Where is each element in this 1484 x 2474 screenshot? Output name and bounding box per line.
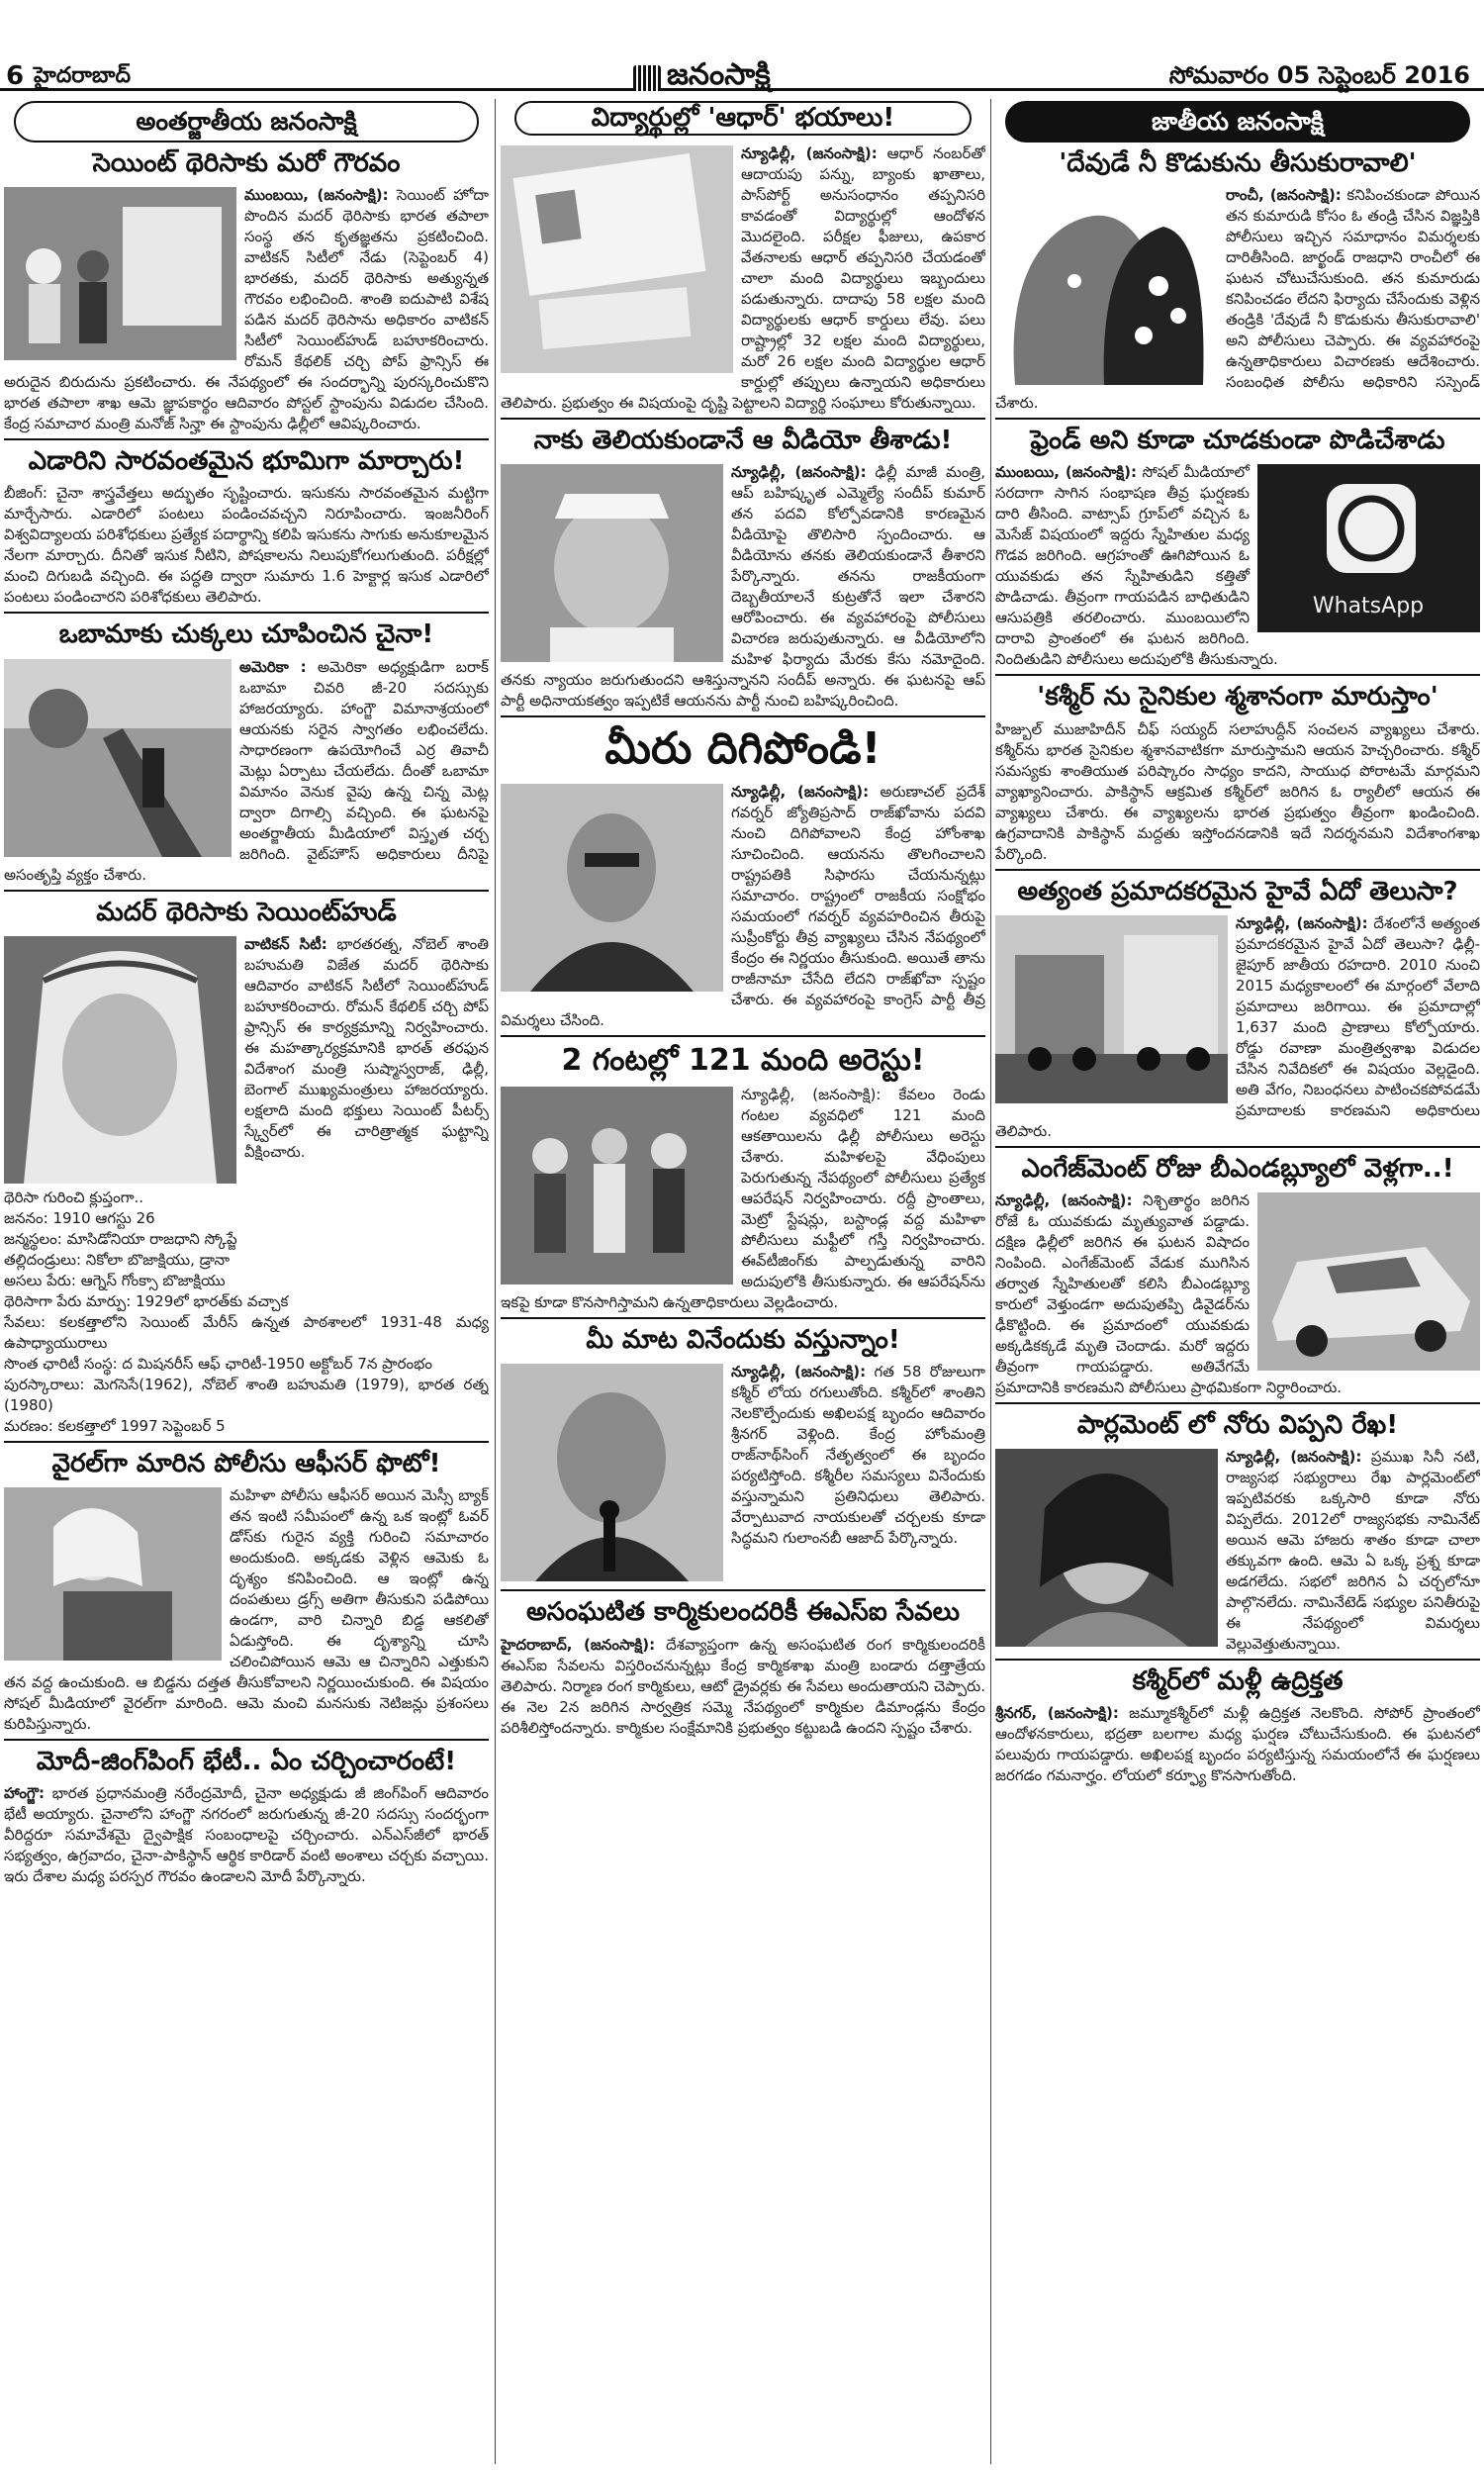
article-photo [4, 187, 236, 360]
dateline: అమెరికా : [239, 657, 307, 676]
dateline: వాటికన్ సిటీ: [244, 934, 327, 953]
divider [995, 869, 1480, 871]
headline: కశ్మీర్‌లో మళ్లీ ఉద్రిక్తత [1132, 1666, 1344, 1697]
dateline: న్యూఢిల్లీ, (జనంసాక్షి): [731, 463, 867, 482]
headline: విద్యార్థుల్లో 'ఆధార్' భయాలు! [514, 101, 972, 136]
dateline: న్యూఢిల్లీ, (జనంసాక్షి): [995, 1190, 1133, 1209]
article-whatsapp-stab [995, 426, 1480, 670]
aadhaar-card-icon [501, 145, 733, 373]
headline: అసంఘటిత కార్మికులందరికీ ఈఎస్‌ఐ సేవలు [525, 1597, 961, 1628]
divider [4, 1441, 489, 1443]
article-body: సోషల్ మీడియాలో సరదాగా సాగిన సంభాషణ తీవ్ర ఘర్షణకు దారి తీసింది. వాట్సాప్ గ్రూప్‌లో వచ్చిన ఓ మెసేజ్ విషయంలో ఇద్దరు స్నేహితుల మధ్య గొడవ జరిగింది. ఆగ్రహంతో ఊగిపోయిన ఓ యువకుడు తన స్నేహితుడిని కత్తితో పొడిచాడు. తీవ్రంగా గాయపడిన బాధితుడిని ఆసుపత్రికి తరలించారు. ముంబయిలోని దారావి ప్రాంతంలో ఈ ఘటన జరిగింది. నిందితుడిని పోలీసులు అదుపులోకి తీసుకున్నారు. [995, 463, 1278, 669]
dateline: న్యూఢిల్లీ, (జనంసాక్షి): [1226, 1448, 1362, 1467]
divider [501, 1035, 985, 1037]
headline: ఫ్రెండ్ అని కూడా చూడకుండా పొడిచేశాడు [1030, 426, 1445, 456]
fact-line: మరణం: కలకత్తాలో 1997 సెప్టెంబర్ 5 [4, 1416, 226, 1435]
svg-text:WhatsApp: WhatsApp [1312, 594, 1425, 619]
dateline: రాంచీ, (జనంసాక్షి): [1226, 186, 1342, 205]
article-body: ఆధార్ నంబర్‌తో ఆదాయపు పన్ను, బ్యాంకు ఖాతాలు, పాస్‌పోర్ట్ అనుసంధానం తప్పనిసరి కావడంతో విద్యార్థుల్లో ఆందోళన మొదలైంది. పరీక్షల ఫీజులు, ఉపకార వేతనాలకు ఆధార్ తప్పనిసరి చేయడంతో చాలా మంది విద్యార్థులు ఇబ్బందులు పడుతున్నారు. దాదాపు 58 లక్షల మంది విద్యార్థులకు ఆధార్ కార్డులు లేవు. పలు రాష్ట్రాల్లో 32 లక్షల మంది విద్యార్థులు, మరో 26 లక్షల మంది విద్యార్థుల ఆధార్ కార్డుల్లో తప్పులు ఉన్నాయని అధికారులు తెలిపారు. ప్రభుత్వం ఈ విషయంపై దృష్టి పెట్టాలని విద్యార్థి సంఘాలు కోరుతున్నాయి. [501, 144, 985, 413]
column-national [995, 99, 1480, 2464]
article-body: నిశ్చితార్థం జరిగిన రోజే ఓ యువకుడు మృత్యువాత పడ్డాడు. దక్షిణ ఢిల్లీలో జరిగిన ఈ ఘటన విషాదం నింపింది. ఎంగేజ్‌మెంట్ వేడుక ముగిసిన తర్వాత స్నేహితులతో కలిసి బీఎండబ్ల్యూ కారులో వెళ్తుండగా అదుపుతప్పి డివైడర్‌ను ఢీకొట్టింది. ఈ ప్రమాదంలో యువకుడు అక్కడికక్కడే మృతి చెందాడు. మరో ఇద్దరు తీవ్రంగా గాయపడ్డారు. అతివేగమే ప్రమాదానికి కారణమని పోలీసులు ప్రాథమికంగా నిర్ధారించారు. [995, 1190, 1343, 1396]
divider [995, 674, 1480, 676]
logo-icon [633, 65, 661, 91]
article-body: భారత ప్రధానమంత్రి నరేంద్రమోదీ, చైనా అధ్యక్షుడు జీ జింగ్‌పింగ్ ఆదివారం భేటీ అయ్యారు. చైనాలోని హాంగ్జౌ నగరంలో జరుగుతున్న జీ-20 సదస్సు సందర్భంగా వీరిద్దరూ సమావేశమై ద్వైపాక్షిక సంబంధాలపై చర్చించారు. ఎన్‌ఎస్‌జీలో భారత్ సభ్యత్వం, ఉగ్రవాదం, చైనా-పాకిస్థాన్ ఆర్థిక కారిడార్ వంటి అంశాలు చర్చకు వచ్చాయి. ఇరు దేశాల మధ్య పరస్పర గౌరవం ఉండాలని మోదీ పేర్కొన్నారు. [4, 1784, 489, 1886]
article-body: జమ్మూకశ్మీర్‌లో మళ్లీ ఉద్రిక్తత నెలకొంది. సోపోర్ ప్రాంతంలో ఆందోళనకారులు, భద్రతా బలగాల మధ్య ఘర్షణ చోటుచేసుకుంది. ఈ ఘటనలో పలువురు గాయపడ్డారు. అఖిలపక్ష బృందం పర్యటిస్తున్న సమయంలోనే ఈ ఘర్షణలు జరగడం గమనార్హం. లోయలో కర్ఫ్యూ కొనసాగుతోంది. [995, 1704, 1480, 1785]
crash-photo [1257, 1192, 1480, 1371]
governor-photo [501, 784, 723, 992]
dateline: ముంబయి, (జనంసాక్షి): [995, 463, 1137, 482]
fact-line: థెరిసా గురించి క్లుప్తంగా.. [4, 1188, 144, 1206]
section-banner-international: అంతర్జాతీయ జనంసాక్షి [14, 101, 479, 143]
article-obama-china [4, 619, 489, 885]
fact-line: సేవలు: కలకత్తాలోని సెయింట్ మేరీస్ ఉన్నత పాఠశాలలో 1931-48 మధ్య ఉపాధ్యాయురాలు [4, 1312, 489, 1352]
dateline: ముంబయి, (జనంసాక్షి): [244, 186, 389, 205]
teresa-facts-box [4, 1188, 489, 1437]
masthead [0, 0, 1484, 91]
actress-portrait-icon [995, 1449, 1218, 1647]
actress-photo [995, 1449, 1218, 1647]
masked-face-illustration-icon [995, 187, 1218, 385]
divider [4, 612, 489, 614]
fact-line: సొంత ఛారిటీ సంస్థ: ద మిషనరీస్ ఆఫ్ ఛారిటీ-1950 అక్టోబర్ 7న ప్రారంభం [4, 1354, 433, 1373]
column-international [4, 99, 489, 2464]
arrest-scene-photo [501, 1087, 733, 1285]
article-kashmir-tension [995, 1666, 1480, 1786]
headline: అత్యంత ప్రమాదకరమైన హైవే ఏదో తెలుసా? [1017, 876, 1458, 906]
dateline: న్యూఢిల్లీ, (జనంసాక్షి): [731, 1363, 867, 1381]
article-dangerous-highway [995, 877, 1480, 1142]
portrait-photo-icon [4, 936, 236, 1184]
section-banner-national: జాతీయ జనంసాక్షి [1005, 101, 1470, 143]
headline: ఎడారిని సారవంతమైన భూమిగా మార్చారు! [28, 446, 465, 477]
article-body: గత 58 రోజులుగా కశ్మీర్ లోయ రగులుతోంది. కశ్మీర్‌లో శాంతిని నెలకొల్పేందుకు అఖిలపక్ష బృందం ఆదివారం శ్రీనగర్ వెళ్లింది. కేంద్ర హోంమంత్రి రాజ్‌నాథ్‌సింగ్ నేతృత్వంలో ఈ బృందం పర్యటిస్తోంది. కశ్మీరీల సమస్యలు వినేందుకు వస్తున్నామని ప్రతినిధులు తెలిపారు. వేర్పాటువాద నాయకులతో చర్చలకు కూడా సిద్ధమని గులాంనబీ ఆజాద్ పేర్కొన్నారు. [731, 1363, 985, 1548]
newspaper-logo [633, 57, 771, 99]
article-desert-soil [4, 446, 489, 608]
governor-portrait-icon [501, 784, 723, 992]
dateline: హైదరాబాద్, (జనంసాక్షి): [501, 1635, 656, 1654]
dateline: హాంగ్జౌ: [4, 1784, 46, 1803]
headline: మీరు దిగిపోండి! [604, 723, 881, 775]
page-number: 6 [6, 61, 25, 91]
article-teresa-sainthood [4, 898, 489, 1437]
fact-line: పురస్కారాలు: మెగసెసే(1962), నోబెల్ శాంతి బహుమతి (1979), భారత రత్న (1980) [4, 1375, 489, 1414]
article-governor-resign [501, 723, 985, 1031]
divider [4, 438, 489, 440]
headline: వైరల్‌గా మారిన పోలీసు ఆఫీసర్ ఫొటో! [51, 1448, 441, 1478]
article-body: మహిళా పోలీసు ఆఫీసర్ అయిన మెస్సీ బ్యాక్ తన ఇంటి సమీపంలో ఉన్న ఒక ఇంట్లో ఓవర్ డోస్‌కు గురైన వ్యక్తి గురించి సమాచారం అందుకుంది. అక్కడకు వెళ్లిన ఆమెకు ఓ దృశ్యం కనిపించింది. ఆ ఇంట్లో ఉన్న దంపతులు డ్రగ్స్ అతిగా తీసుకుని పడిపోయి ఉండగా, వారి చిన్నారి బిడ్డ ఆకలితో ఏడుస్తోంది. ఈ దృశ్యాన్ని చూసి చలించిపోయిన ఆమె ఆ చిన్నారిని ఎత్తుకుని తన వద్ద ఉంచుకుంది. ఆ బిడ్డను దత్తత తీసుకోవాలని నిర్ణయించుకుంది. ఈ విషయం సోషల్ మీడియాలో వైరల్‌గా మారింది. ఆమె మంచి మనసుకు నెటిజన్లు ప్రశంసలు కురిపిస్తున్నారు. [4, 1485, 489, 1733]
officer-baby-photo-icon [4, 1487, 222, 1661]
article-body: ఢిల్లీ మాజీ మంత్రి, ఆప్ బహిష్కృత ఎమ్మెల్యే సందీప్ కుమార్ తన పదవి కోల్పోవడానికి కారణమైన వీడియోపై తొలిసారి స్పందించారు. ఆ వీడియోను తనకు తెలియకుండానే తీశారని పేర్కొన్నారు. తనను రాజకీయంగా దెబ్బతీయాలనే కుట్రతోనే ఇలా చేశారని ఆరోపించారు. ఈ వ్యవహారంపై పోలీసులు విచారణ జరుపుతున్నారు. ఆ వీడియోలోని మహిళ ఫిర్యాదు మేరకు కేసు నమోదైంది. తనకు న్యాయం జరుగుతుందని ఆశిస్తున్నానని సందీప్ అన్నారు. ఈ ఘటనపై ఆప్ పార్టీ అధినాయకత్వం ఇప్పటికే ఆయనను పార్టీ నుంచి బహిష్కరించింది. [501, 463, 985, 711]
article-body: అరుణాచల్ ప్రదేశ్ గవర్నర్ జ్యోతిప్రసాద్ రాజ్‌ఖోవాను పదవి నుంచి దిగిపోవాలని కేంద్ర హోంశాఖ సూచించింది. ఆయనను తొలగించాలని రాష్ట్రపతికి సిఫారసు చేయనున్నట్లు సమాచారం. రాష్ట్రంలో రాజకీయ సంక్షోభం సమయంలో గవర్నర్ వ్యవహరించిన తీరుపై సుప్రీంకోర్టు తీవ్ర వ్యాఖ్యలు చేసిన నేపథ్యంలో కేంద్రం ఈ నిర్ణయం తీసుకుంది. అయితే తాను రాజీనామా చేసేది లేదని రాజ్‌ఖోవా స్పష్టం చేశారు. ఈ వ్యవహారంపై కాంగ్రెస్ పార్టీ తీవ్ర విమర్శలు చేసింది. [501, 783, 985, 1030]
fact-line: జన్మస్థలం: మాసిడోనియా రాజధాని స్కోప్జే [4, 1229, 237, 1248]
leader-photo [501, 1364, 723, 1581]
article-body: ప్రముఖ సినీ నటి, రాజ్యసభ సభ్యురాలు రేఖ పార్లమెంట్‌లో ఇప్పటివరకు ఒక్కసారి కూడా నోరు విప్పలేదు. 2012లో రాజ్యసభకు నామినేట్ అయిన ఆమె హాజరు శాతం కూడా చాలా తక్కువగా ఉంది. ఆమె ఏ ఒక్క ప్రశ్న కూడా అడగలేదు. సభలో జరిగిన ఏ చర్చలోనూ పాల్గొనలేదు. నామినేటెడ్ సభ్యుల పనితీరుపై ఈ నేపథ్యంలో విమర్శలు వెల్లువెత్తుతున్నాయి. [1226, 1448, 1480, 1654]
politician-photo [501, 464, 723, 662]
logo-text: జనంసాక్షి [667, 57, 771, 92]
illustration [995, 187, 1218, 385]
divider [501, 715, 985, 717]
article-body: సెయింట్ హోదా పొందిన మదర్ థెరిసాకు భారత తపాలా సంస్థ తన కృతజ్ఞతను ప్రకటించింది. వాటికన్ సిటీలో నేడు (సెప్టెంబర్ 4) భారతకు, మదర్ థెరిసాకు అత్యున్నత గౌరవం లభించింది. శాంతి ఐదుపాటి విశేష పడిన మదర్ థెరిసాను అధికారం వాటికన్ సిటీలో సెయింట్‌హుడ్ బహూకరించారు. రోమన్ కేథలిక్ చర్చి పోప్ ఫ్రాన్సిస్ ఈ అరుదైన బిరుదును ప్రకటించారు. ఈ నేపథ్యంలో ఈ సందర్భాన్ని పురస్కరించుకొని భారత తపాలా శాఖ ఆమె జ్ఞాపకార్థం ఆదివారం పోస్టల్ స్టాంపును విడుదల చేసింది. కేంద్ర సమాచార మంత్రి మనోజ్ సిన్హా ఈ స్టాంపును ఢిల్లీలో ఆవిష్కరించారు. [4, 186, 489, 433]
headline: నాకు తెలియకుండానే ఆ వీడియో తీశాడు! [533, 426, 953, 456]
article-bmw-crash [995, 1154, 1480, 1398]
article-viral-police [4, 1449, 489, 1735]
headline: 'దేవుడే నీ కొడుకును తీసుకురావాలి' [1059, 148, 1417, 178]
whatsapp-icon [1257, 464, 1480, 632]
article-photo [4, 659, 232, 857]
fact-line: అసలు పేరు: ఆగ్నెస్ గోంక్సా బొజాక్షియు [4, 1271, 226, 1289]
dateline: న్యూఢిల్లీ, (జనంసాక్షి): [731, 783, 870, 802]
mother-teresa-portrait [4, 936, 236, 1184]
dateline: న్యూఢిల్లీ, (జనంసాక్షి): [741, 144, 878, 163]
headline: ఒబామాకు చుక్కలు చూపించిన చైనా! [58, 619, 434, 650]
leader-microphone-icon [501, 1364, 723, 1581]
headline: ఎంగేజ్‌మెంట్ రోజు బీఎండబ్ల్యూలో వెళ్లగా..! [1021, 1153, 1454, 1184]
headline: పార్లమెంట్ లో నోరు విప్పని రేఖ! [1076, 1409, 1399, 1440]
divider [4, 890, 489, 892]
politician-portrait-icon [501, 464, 723, 662]
article-god-son [995, 148, 1480, 414]
aadhaar-card-photo [501, 145, 733, 373]
article-photo [4, 1487, 222, 1661]
ceremony-photo-icon [4, 187, 236, 360]
article-body: దేశంలోనే అత్యంత ప్రమాదకరమైన హైవే ఏదో తెలుసా? ఢిల్లీ-జైపూర్ జాతీయ రహదారి. 2010 నుంచి 2015 మధ్యకాలంలో ఈ మార్గంలో వేలాది ప్రమాదాలు జరిగాయి. ఈ ప్రమాదాల్లో 1,637 మంది ప్రాణాలు కోల్పోయారు. రోడ్డు రవాణా మంత్రిత్వశాఖ విడుదల చేసిన నివేదికలో ఈ విషయం వెల్లడైంది. అతి వేగం, నిబంధనలు పాటించకపోవడమే ప్రమాదాలకు కారణమని అధికారులు తెలిపారు. [995, 913, 1480, 1140]
divider [501, 1317, 985, 1319]
article-modi-xi [4, 1747, 489, 1887]
article-teresa-honour [4, 148, 489, 434]
dateline: శ్రీనగర్, (జనంసాక్షి): [995, 1704, 1119, 1723]
article-kashmir-threat [995, 682, 1480, 864]
divider [995, 1146, 1480, 1148]
headline: సెయింట్ థెరిసాకు మరో గౌరవం [92, 148, 401, 178]
divider [995, 418, 1480, 420]
fact-line: థెరిసాగా పేరు మార్పు: 1929లో భారత్‌కు వచ్చాక [4, 1291, 289, 1310]
article-121-arrests [501, 1043, 985, 1313]
article-kashmir-delegation [501, 1325, 985, 1585]
column-divider [990, 99, 991, 2464]
divider [995, 1402, 1480, 1404]
whatsapp-logo-image [1257, 464, 1480, 632]
headline: 'కశ్మీర్ ను సైనికుల శ్మశానంగా మారుస్తాం' [1037, 682, 1438, 713]
article-body: హిజ్బుల్ ముజాహిదీన్ చీఫ్ సయ్యద్ సలాహుద్దీన్ సంచలన వ్యాఖ్యలు చేశారు. కశ్మీర్‌ను భారత సైనికుల శ్మశానవాటికగా మారుస్తామని ఆయన హెచ్చరించారు. కశ్మీర్ సమస్యకు శాంతియుత పరిష్కారం సాధ్యం కాదని, సాయుధ పోరాటమే మార్గమని వ్యాఖ్యానించారు. పాకిస్థాన్ ఆక్రమిత కశ్మీర్‌లో జరిగిన ఓ ర్యాలీలో ఆయన ఈ వ్యాఖ్యలు చేశారు. ఈ వ్యాఖ్యలను భారత ప్రభుత్వం తీవ్రంగా ఖండించింది. ఉగ్రవాదానికి పాకిస్థాన్ మద్దతు ఇస్తోందనడానికి ఇదే నిదర్శనమని విదేశాంగశాఖ పేర్కొంది. [995, 719, 1480, 863]
divider [4, 1739, 489, 1741]
highway-photo [995, 915, 1228, 1103]
article-aadhaar [501, 101, 985, 414]
aircraft-stairs-photo-icon [4, 659, 232, 857]
headline: 2 గంటల్లో 121 మంది అరెస్టు! [561, 1043, 925, 1079]
wrecked-car-icon [1257, 1192, 1480, 1371]
article-body: భారతరత్న, నోబెల్ శాంతి బహుమతి విజేత మదర్ థెరిసాకు ఆదివారం వాటికన్ సిటీలో సెయింట్‌హుడ్ బహూకరించారు. రోమన్ కేథలిక్ చర్చి పోప్ ఫ్రాన్సిస్ ఈ కార్యక్రమాన్ని నిర్వహించారు. ఈ మహత్కార్యక్రమానికి భారత్ తరఫున విదేశాంగ మంత్రి సుష్మాస్వరాజ్, ఢిల్లీ, బెంగాల్ ముఖ్యమంత్రులు హాజరయ్యారు. లక్షలాది మంది భక్తులు సెయింట్ పీటర్స్ స్క్వేర్‌లో ఈ చారిత్రాత్మక ఘట్టాన్ని వీక్షించారు. [244, 934, 489, 1161]
headline: మదర్ థెరిసాకు సెయింట్‌హుడ్ [96, 897, 397, 927]
fact-line: తల్లిదండ్రులు: నికోలా బొజాక్షియు, డ్రానా [4, 1250, 231, 1269]
article-rekha-parliament [995, 1410, 1480, 1655]
article-esi-services [501, 1597, 985, 1738]
divider [501, 1589, 985, 1591]
article-body: దేశవ్యాప్తంగా ఉన్న అసంఘటిత రంగ కార్మికులందరికీ ఈఎస్‌ఐ సేవలను విస్తరించనున్నట్లు కేంద్ర కార్మికశాఖ మంత్రి బండారు దత్తాత్రేయ తెలిపారు. నిర్మాణ రంగ కార్మికులు, ఆటో డ్రైవర్లకు ఈ సేవలు అందుతాయని చెప్పారు. ఈ నెల 2న జరిగిన సార్వత్రిక సమ్మె నేపథ్యంలో కార్మికుల డిమాండ్లను కేంద్రం పరిశీలిస్తోందన్నారు. కార్మికుల సంక్షేమానికి ప్రభుత్వం కట్టుబడి ఉందని స్పష్టం చేశారు. [501, 1635, 985, 1737]
police-crowd-icon [501, 1087, 733, 1285]
article-body: అమెరికా అధ్యక్షుడిగా బరాక్ ఒబామా చివరి జీ-20 సదస్సుకు హాజరయ్యారు. హాంగ్జౌ విమానాశ్రయంలో ఆయనకు సరైన స్వాగతం లభించలేదు. సాధారణంగా ఉపయోగించే ఎర్ర తివాచీ మెట్లు ఏర్పాటు చేయలేదు. దీంతో ఒబామా విమానం వెనుక వైపు ఉన్న చిన్న మెట్ల ద్వారా దిగాల్సి వచ్చింది. ఈ ఘటనపై అంతర్జాతీయ మీడియాలో విస్తృత చర్చ జరిగింది. వైట్‌హౌస్ అధికారులు దీనిపై అసంతృప్తి వ్యక్తం చేశారు. [4, 657, 489, 884]
dateline: న్యూఢిల్లీ, (జనంసాక్షి): [1236, 913, 1368, 932]
edition-date: సోమవారం 05 సెప్టెంబర్ 2016 [1168, 61, 1470, 89]
truck-traffic-icon [995, 915, 1228, 1103]
divider [501, 418, 985, 420]
column-divider [495, 99, 496, 2464]
fact-line: జననం: 1910 ఆగస్టు 26 [4, 1208, 155, 1227]
headline: మీ మాట వినేందుకు వస్తున్నాం! [586, 1325, 900, 1356]
article-sandeep-video [501, 426, 985, 712]
article-body: బీజింగ్: చైనా శాస్త్రవేత్తలు అద్భుతం సృష్టించారు. ఇసుకను సారవంతమైన మట్టిగా మార్చేసారు. ఎడారిలో పంటలు పండించవచ్చని నిరూపించారు. ఇంజనీరింగ్ విశ్వవిద్యాలయ పరిశోధకులు ప్రత్యేక పదార్థాన్ని కలిపి ఇసుకను సాగుకు అనుకూలమైన నేలగా మార్చారు. దీనితో ఇసుక నీటిని, పోషకాలను నిలుపుకోగలుగుతుంది. పరీక్షల్లో మంచి దిగుబడి వచ్చింది. ఈ పద్ధతి ద్వారా సుమారు 1.6 హెక్టార్ల ఇసుక ఎడారిలో పంటలు పండించారని పరిశోధకులు తెలిపారు. [4, 484, 489, 607]
edition-city: హైదరాబాద్ [34, 63, 131, 88]
headline: మోదీ-జింగ్‌పింగ్ భేటీ.. ఏం చర్చించారంటే! [36, 1746, 457, 1776]
article-body: కనిపించకుండా పోయిన తన కుమారుడి కోసం ఓ తండ్రి చేసిన విజ్ఞప్తికి పోలీసులు ఇచ్చిన సమాధానం విమర్శలకు దారితీసింది. జార్ఖండ్ రాజధాని రాంచీలో ఈ ఘటన చోటుచేసుకుంది. తన కుమారుడు కనిపించడం లేదని ఫిర్యాదు చేసేందుకు వెళ్లిన తండ్రికి 'దేవుడే నీ కొడుకును తీసుకురావాలి' అని పోలీసులు చెప్పారు. ఈ వ్యవహారంపై ఉన్నతాధికారులు విచారణకు ఆదేశించారు. సంబంధిత పోలీసు అధికారిని సస్పెండ్ చేశారు. [995, 186, 1480, 413]
divider [995, 1659, 1480, 1661]
column-middle [501, 99, 985, 2464]
article-body: న్యూఢిల్లీ, (జనంసాక్షి): కేవలం రెండు గంటల వ్యవధిలో 121 మంది ఆకతాయిలను ఢిల్లీ పోలీసులు అరెస్టు చేశారు. మహిళలపై వేధింపులు పెరుగుతున్న నేపథ్యంలో పోలీసులు ప్రత్యేక ఆపరేషన్ నిర్వహించారు. రద్దీ ప్రాంతాలు, మెట్రో స్టేషన్లు, బస్టాండ్ల వద్ద మహిళా పోలీసులు మఫ్టీలో గస్తీ నిర్వహించారు. ఈవ్‌టీజింగ్‌కు పాల్పడుతున్న వారిని అదుపులోకి తీసుకున్నారు. ఈ ఆపరేషన్‌ను ఇకపై కూడా కొనసాగిస్తామని ఉన్నతాధికారులు వెల్లడించారు. [501, 1086, 985, 1312]
